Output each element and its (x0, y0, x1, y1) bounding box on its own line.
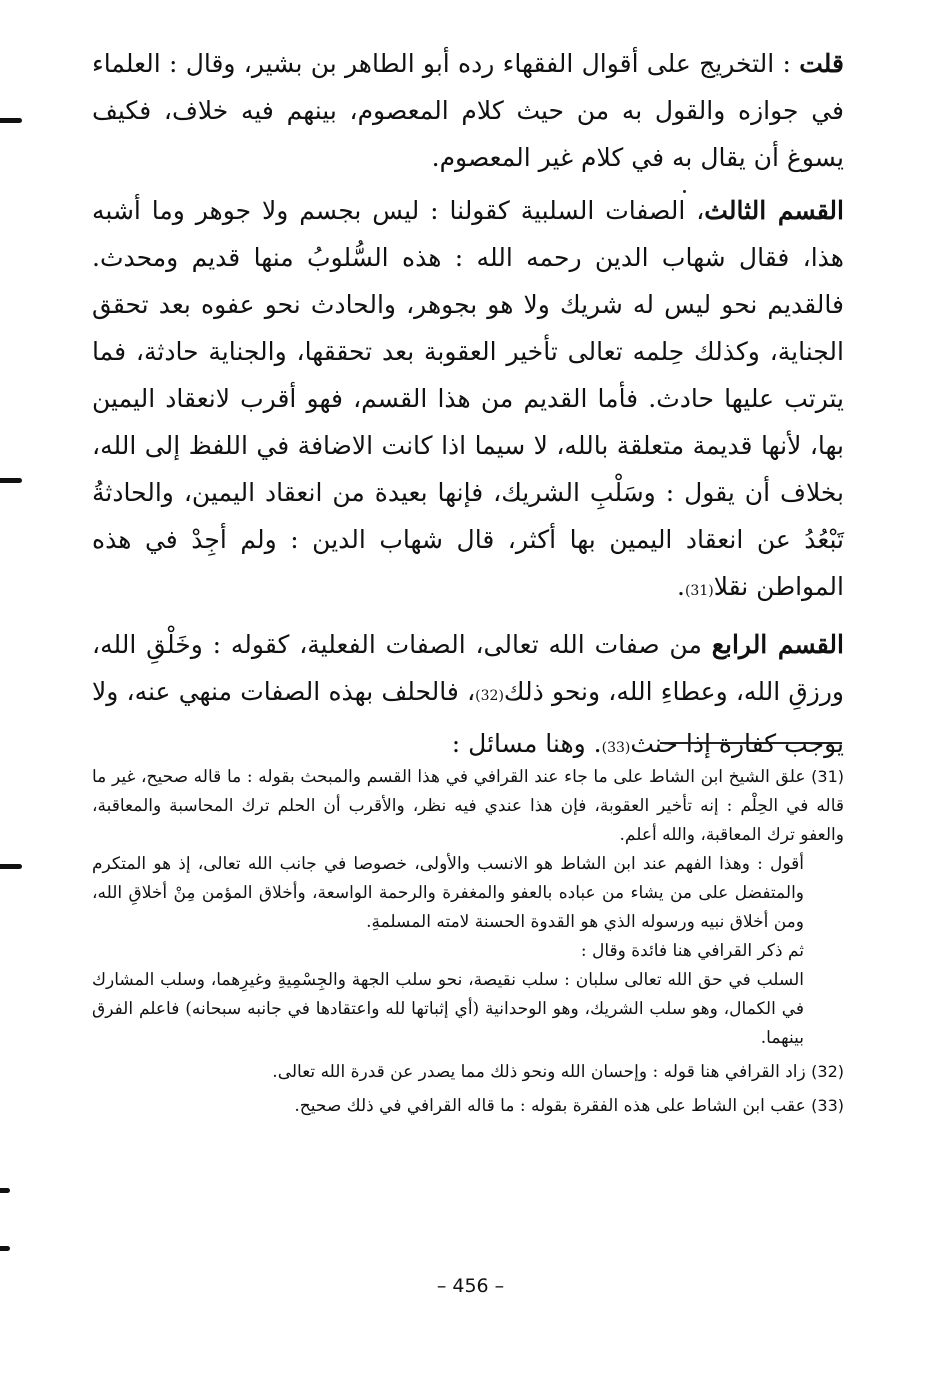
footnotes (92, 762, 844, 1125)
footnote-number: (32) (811, 1062, 844, 1081)
margin-mark (0, 478, 22, 483)
paragraph-text: ، فالحلف بهذه الصفات منهي عنه، ولا يوجب كفارة إذا حنث (92, 677, 844, 758)
paragraph-3 (92, 621, 844, 772)
footnote-ref-32[interactable]: (32) (475, 688, 504, 704)
paragraph-1 (92, 40, 844, 181)
margin-mark (0, 118, 22, 123)
footnote-body: عقب ابن الشاط على هذه الفقرة بقوله : ما قاله القرافي في ذلك صحيح. (294, 1096, 806, 1116)
paragraph-text: من صفات الله تعالى، الصفات الفعلية، كقوله : وخَلْقِ الله، ورزقِ الله، وعطاءِ الله، ونحو ذلك (92, 630, 845, 706)
footnote-32 (92, 1057, 844, 1087)
footnote-ref-33[interactable]: (33) (601, 740, 631, 756)
paragraph-text: : التخريج على أقوال الفقهاء رده أبو الطاهر بن بشير، وقال : العلماء في جوازه والقول به من حيث كلام المعصوم، بينهم فيه خلاف، فكيف يسوغ أن يقال به في كلام غير المعصوم. (92, 49, 844, 172)
footnote-number: (31) (811, 767, 845, 786)
paragraph-lead: قلت (799, 49, 844, 78)
paragraph-text: ، الصفات السلبية كقولنا : ليس بجسم ولا جوهر وما أشبه هذا، فقال شهاب الدين رحمه الله : هذه السُّلوبُ منها قديم ومحدث. فالقديم نحو ليس له شريك ولا هو بجوهر، والحادث نحو عفوه بعد تحقق الجناية، وكذلك حِلمه تعالى تأخير العقوبة بعد تحققها، والجناية حادثة، فما يترتب عليها حادث. فأما القديم من هذا القسم، فهو أقرب لانعقاد اليمين بها، لأنها قديمة متعلقة بالله، لا سيما اذا كانت الاضافة في اللفظ إلى الله، بخلاف أن يقول : وسَلْبِ الشريك، فإنها بعيدة من انعقاد اليمين، والحادثةُ تَبْعُدُ عن انعقاد اليمين بها أكثر، قال شهاب الدين : ولم أجِدْ في هذه المواطن نقلا (92, 196, 844, 601)
footnote-body: زاد القرافي هنا قوله : وإحسان الله ونحو ذلك مما يصدر عن قدرة الله تعالى. (272, 1062, 806, 1082)
page-number: – 456 – (436, 1275, 505, 1297)
paragraph-end: . (677, 572, 685, 601)
footnote-ref-31[interactable]: (31) (684, 583, 714, 599)
footnote-paragraph: ثم ذكر القرافي هنا فائدة وقال : (580, 941, 804, 961)
paragraph-lead: القسم الرابع (711, 630, 844, 659)
paragraph-text: . وهنا مسائل : (451, 729, 602, 758)
footnote-31 (92, 762, 844, 1053)
footnote-paragraph: السلب في حق الله تعالى سلبان : سلب نقيصة، نحو سلب الجهة والجِسْمِيةِ وغيرِهما، وسلب المشارك في الكمال، وهو سلب الشريك، وهو الوحدانية (أي إثباتها لله واعتقادها في جانبه سبحانه) فاعلم الفرق بينهما. (92, 970, 804, 1048)
paragraph-lead: القسم الثالث (704, 196, 844, 225)
footnote-text (92, 762, 844, 850)
footnote-paragraph: أقول : وهذا الفهم عند ابن الشاط هو الانسب والأولى، خصوصا في جانب الله تعالى، إذ هو المتكرم والمتفضل على من يشاء من عباده بالعفو والمغفرة والرحمة الواسعة، وأخلاق المؤمن مِنْ أخلاقِ الله، ومن أخلاق نبيه ورسوله الذي هو القدوة الحسنة لامته المسلمةِ. (92, 854, 804, 932)
footnote-body: علق الشيخ ابن الشاط على ما جاء عند القرافي في هذا القسم والمبحث بقوله : ما قاله صحيح، غير ما قاله في الحِلْم : إنه تأخير العقوبة، فإن هذا عندي فيه نظر، والأقرب أن الحلم ترك المحاسبة والمعاقبة، والعفو ترك المعاقبة، والله أعلم. (92, 767, 844, 845)
footnote-divider (660, 742, 842, 744)
margin-mark (0, 864, 22, 869)
margin-mark (0, 1246, 10, 1251)
main-text (92, 40, 844, 778)
margin-mark (0, 1188, 10, 1193)
paragraph-2 (92, 187, 844, 615)
footnote-33 (92, 1091, 844, 1121)
footnote-number: (33) (811, 1096, 844, 1115)
